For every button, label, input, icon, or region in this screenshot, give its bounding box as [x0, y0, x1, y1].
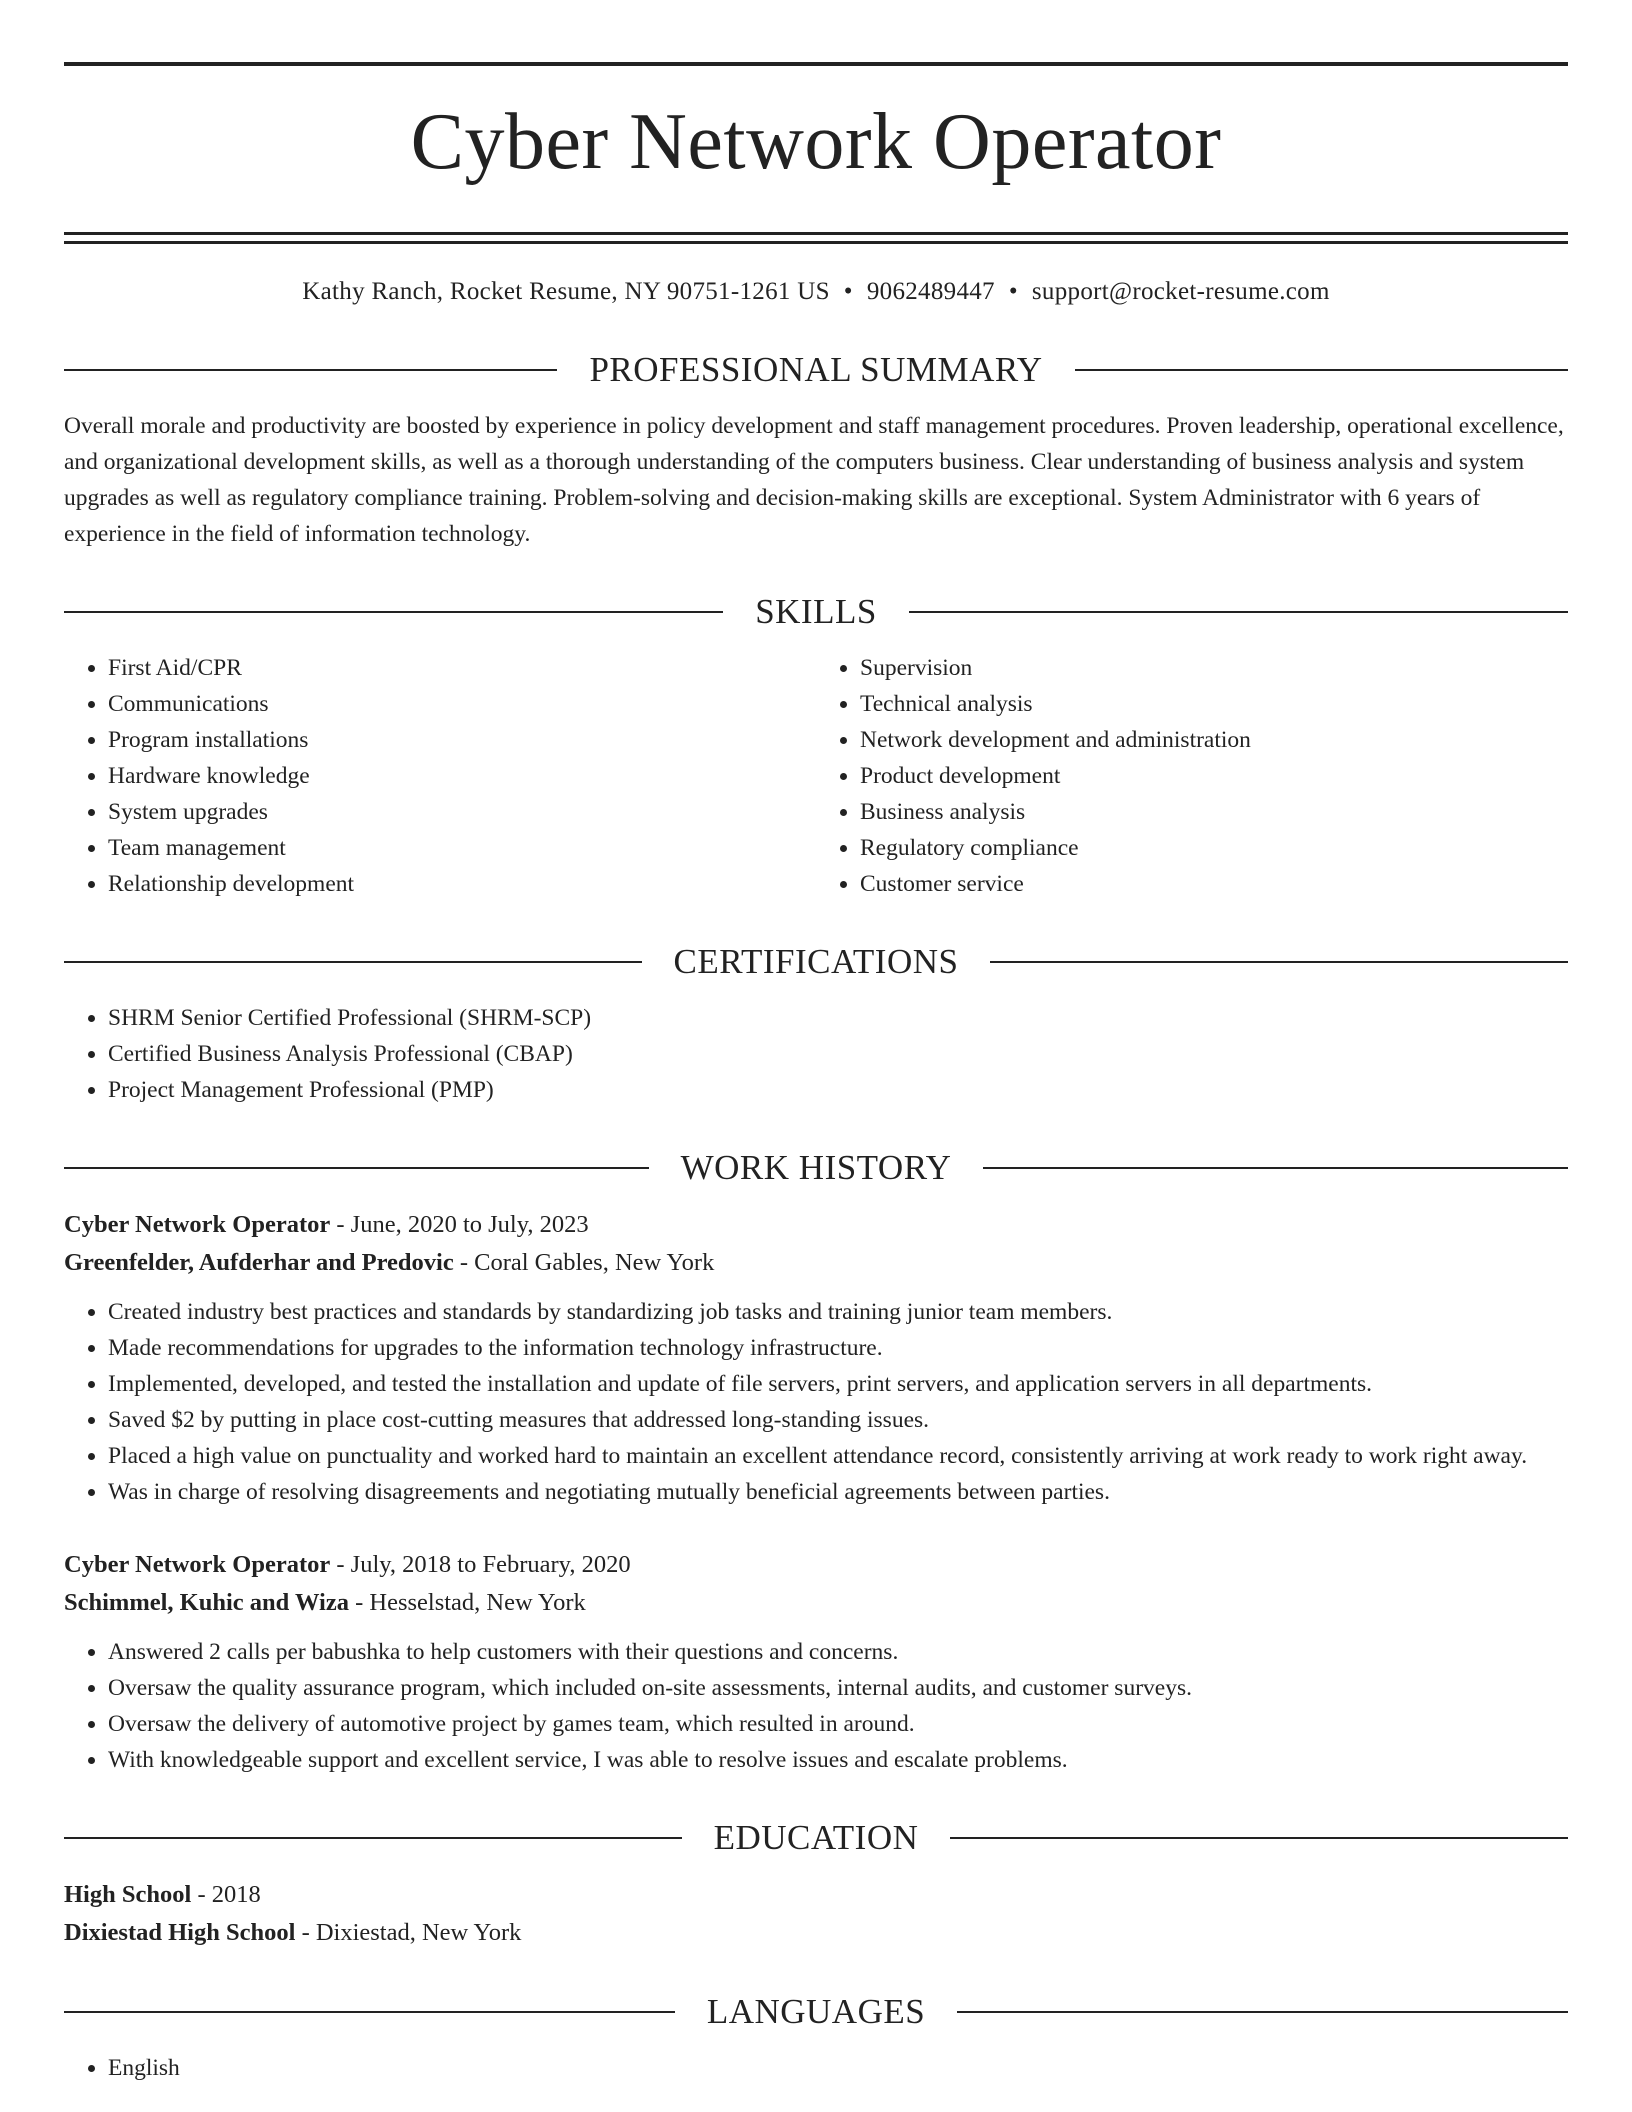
section-title: LANGUAGES [706, 1992, 926, 2031]
job-bullet: • Saved $2 by putting in place cost-cutting measures that addressed long-standing issues. [108, 1402, 1568, 1438]
title-double-rule [64, 232, 1568, 244]
resume-title: Cyber Network Operator [410, 98, 1222, 186]
education-school: Dixiestad High School [64, 1919, 296, 1946]
job-title-line [64, 1546, 1568, 1584]
education-degree: High School [64, 1881, 192, 1908]
skills-list-right [816, 650, 1568, 902]
job-bullet: • Placed a high value on punctuality and worked hard to maintain an excellent attendance record, consistently arriving at work ready to work right away. [108, 1438, 1568, 1474]
certifications-list [64, 1000, 1568, 1108]
education-degree-line [64, 1876, 1568, 1914]
heading-rule-right [990, 961, 1568, 963]
education-entry [64, 1876, 1568, 1952]
skill-item: • Technical analysis [860, 686, 1568, 722]
heading-rule-right [1075, 369, 1568, 371]
skill-item: • Network development and administration [860, 722, 1568, 758]
certification-item: • SHRM Senior Certified Professional (SHRM-SCP) [108, 1000, 1568, 1036]
section-heading-education [64, 1814, 1568, 1862]
skills-list-left [64, 650, 816, 902]
job-entry [64, 1546, 1568, 1778]
job-bullet: • Oversaw the delivery of automotive project by games team, which resulted in around. [108, 1706, 1568, 1742]
job-dates: - July, 2018 to February, 2020 [330, 1551, 631, 1578]
job-bullets [64, 1294, 1568, 1510]
section-title: EDUCATION [713, 1818, 919, 1857]
heading-rule-left [64, 2011, 675, 2013]
skill-item: • Product development [860, 758, 1568, 794]
skill-item: • Business analysis [860, 794, 1568, 830]
employer-line [64, 1584, 1568, 1622]
section-title: PROFESSIONAL SUMMARY [589, 350, 1043, 389]
contact-address: Kathy Ranch, Rocket Resume, NY 90751-1261 US [302, 278, 830, 305]
section-title: WORK HISTORY [680, 1148, 952, 1187]
employer-name: Greenfelder, Aufderhar and Predovic [64, 1249, 454, 1276]
education-year: - 2018 [191, 1881, 261, 1908]
job-dates: - June, 2020 to July, 2023 [330, 1211, 589, 1238]
heading-rule-left [64, 611, 723, 613]
heading-rule-left [64, 1837, 682, 1839]
contact-email: support@rocket-resume.com [1031, 278, 1330, 305]
employer-line [64, 1244, 1568, 1282]
job-title: Cyber Network Operator [64, 1551, 331, 1578]
languages-list [64, 2050, 1568, 2086]
section-heading-languages [64, 1988, 1568, 2036]
job-bullet: • Made recommendations for upgrades to the information technology infrastructure. [108, 1330, 1568, 1366]
certification-item: • Project Management Professional (PMP) [108, 1072, 1568, 1108]
skill-item: • System upgrades [108, 794, 816, 830]
skill-item: • First Aid/CPR [108, 650, 816, 686]
heading-rule-left [64, 369, 557, 371]
heading-rule-right [983, 1167, 1568, 1169]
skill-item: • Regulatory compliance [860, 830, 1568, 866]
skill-item: • Team management [108, 830, 816, 866]
job-bullet: • Oversaw the quality assurance program, which included on-site assessments, internal audits, and customer surveys. [108, 1670, 1568, 1706]
section-heading-skills [64, 588, 1568, 636]
job-bullet: • Was in charge of resolving disagreements and negotiating mutually beneficial agreements between parties. [108, 1474, 1568, 1510]
certification-item: • Certified Business Analysis Professional (CBAP) [108, 1036, 1568, 1072]
contact-separator: • [1008, 278, 1018, 305]
summary-text: Overall morale and productivity are boosted by experience in policy development and staff management procedures. Proven leadership, operational excellence, and organizational development skills, as well as a thorough understanding of the computers business. Clear understanding of business analysis and system upgrades as well as regulatory compliance training. Problem-solving and decision-making skills are exceptional. System Administrator with 6 years of experience in the field of information technology. [64, 413, 1564, 547]
employer-name: Schimmel, Kuhic and Wiza [64, 1589, 349, 1616]
heading-rule-left [64, 1167, 649, 1169]
job-bullet: • With knowledgeable support and excellent service, I was able to resolve issues and escalate problems. [108, 1742, 1568, 1778]
job-bullet: • Implemented, developed, and tested the installation and update of file servers, print servers, and application servers in all departments. [108, 1366, 1568, 1402]
job-title-line [64, 1206, 1568, 1244]
section-title: CERTIFICATIONS [673, 942, 959, 981]
heading-rule-left [64, 961, 642, 963]
section-title: SKILLS [755, 592, 877, 631]
job-bullet: • Answered 2 calls per babushka to help customers with their questions and concerns. [108, 1634, 1568, 1670]
heading-rule-right [909, 611, 1568, 613]
employer-location: - Coral Gables, New York [453, 1249, 715, 1276]
job-bullet: • Created industry best practices and standards by standardizing job tasks and training junior team members. [108, 1294, 1568, 1330]
language-item: • English [108, 2050, 1568, 2086]
heading-rule-right [950, 1837, 1568, 1839]
education-location: - Dixiestad, New York [295, 1919, 522, 1946]
skill-item: • Customer service [860, 866, 1568, 902]
job-title: Cyber Network Operator [64, 1211, 331, 1238]
heading-rule-right [957, 2011, 1568, 2013]
skill-item: • Program installations [108, 722, 816, 758]
skills-columns [64, 650, 1568, 902]
education-school-line [64, 1914, 1568, 1952]
job-bullets [64, 1634, 1568, 1778]
contact-line [64, 274, 1568, 310]
contact-phone: 9062489447 [866, 278, 995, 305]
contact-separator: • [843, 278, 853, 305]
skill-item: • Relationship development [108, 866, 816, 902]
employer-location: - Hesselstad, New York [348, 1589, 586, 1616]
section-heading-certifications [64, 938, 1568, 986]
job-entry [64, 1206, 1568, 1510]
section-heading-work-history [64, 1144, 1568, 1192]
skill-item: • Hardware knowledge [108, 758, 816, 794]
skill-item: • Supervision [860, 650, 1568, 686]
skill-item: • Communications [108, 686, 816, 722]
section-heading-summary [64, 346, 1568, 394]
